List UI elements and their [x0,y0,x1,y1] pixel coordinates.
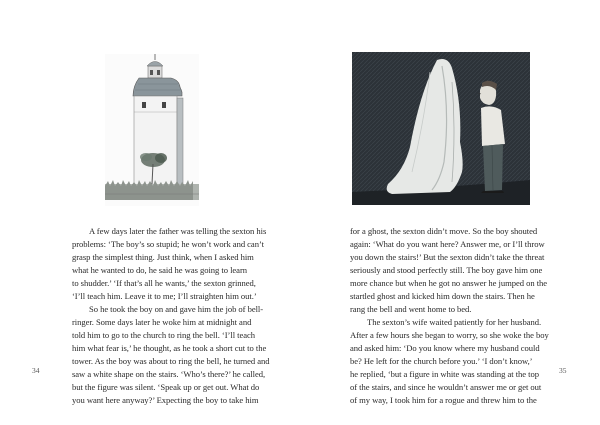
text-line: ‘I’ll teach him. Leave it to me; I’ll straighten him out.’ [72,291,257,301]
page-number: 35 [559,366,567,375]
text-line: be? He left for the church before you.’ ‘I don’t know,’ [350,356,533,366]
text-line: problems: ‘The boy’s so stupid; he won’t work and can’t [72,239,264,249]
text-line: and asked him: ‘Do you know where my husband could [350,343,540,353]
ghost-and-boy-illustration [352,52,530,205]
text-line: told him to go to the church to ring the bell. ‘I’ll teach [72,330,256,340]
text-line: ringer. Some days later he woke him at midnight and [72,317,252,327]
text-line: for a ghost, the sexton didn’t move. So the boy shouted [350,226,538,236]
text-line: to shudder.’ ‘If that’s all he wants,’ the sexton grinned, [72,278,256,288]
text-line: grasp the simplest thing. Just think, when I asked him [72,252,254,262]
text-line: rang the bell and went home to bed. [350,304,472,314]
text-line: again: ‘What do you want here? Answer me, or I’ll throw [350,239,545,249]
text-line: startled ghost and kicked him down the stairs. Then he [350,291,535,301]
text-line: he replied, ‘but a figure in white was standing at the top [350,369,539,379]
text-line: The sexton’s wife waited patiently for her husband. [367,317,542,327]
text-line: A few days later the father was telling the sexton his [89,226,267,236]
text-line: of the stairs, and since he wouldn’t answer me or get out [350,382,542,392]
text-line: but the figure was silent. ‘Speak up or get out. What do [72,382,260,392]
text-line: seriously and stood perfectly still. The boy gave him one [350,265,543,275]
text-line: you want here anyway?’ Expecting the boy to take him [72,395,259,405]
text-line: After a few hours she began to worry, so she woke the boy [350,330,549,340]
right-page-text [350,225,549,407]
page-number: 34 [32,366,40,375]
text-line: saw a white shape on the stairs. ‘Who’s there?’ he called, [72,369,266,379]
text-line: So he took the boy on and gave him the job of bell- [89,304,264,314]
text-line: more chance but when he got no answer he jumped on the [350,278,548,288]
bell-tower-illustration [105,54,199,206]
text-line: of my way, I took him for a rogue and threw him to the [350,395,537,405]
text-line: him what fear is,’ he thought, as he took a short cut to the [72,343,267,353]
text-line: you down the stairs!’ But the sexton didn’t take the threat [350,252,545,262]
right-page [300,0,600,425]
left-page-text [72,225,270,407]
text-line: tower. As the boy was about to ring the bell, he turned and [72,356,270,366]
text-line: what he wanted to do, he said he was going to learn [72,265,248,275]
